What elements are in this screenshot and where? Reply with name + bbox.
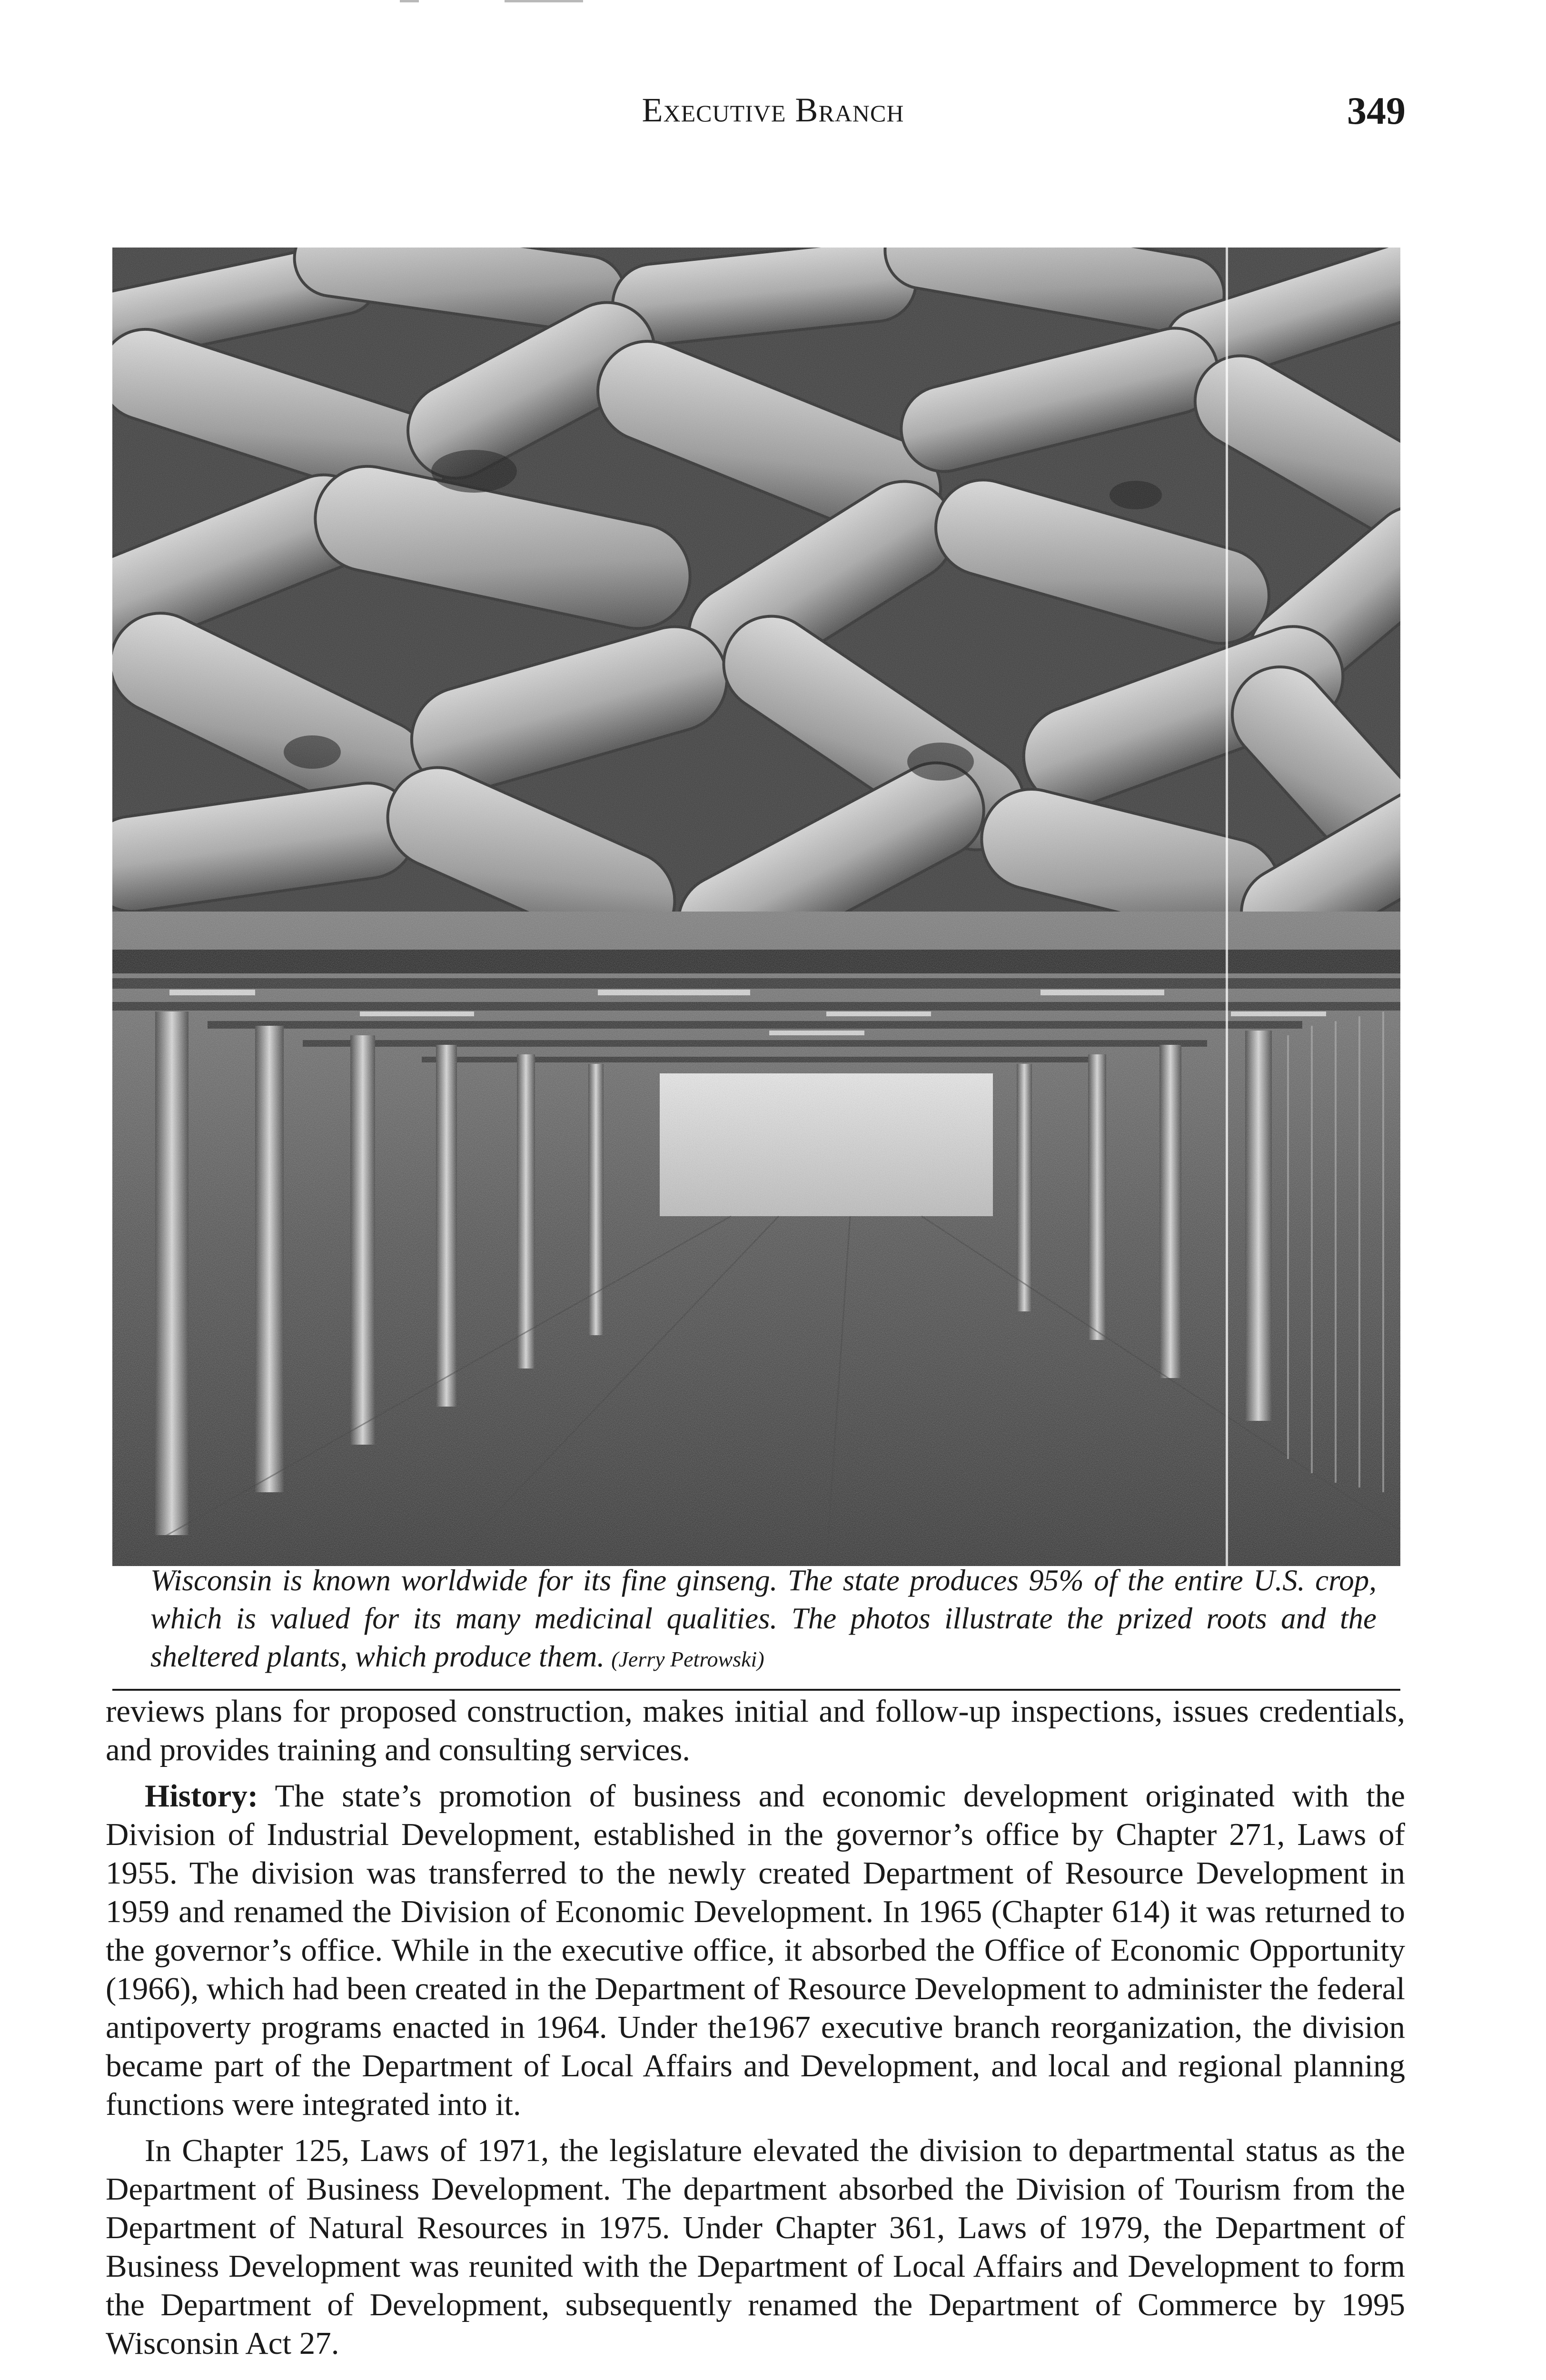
page-number: 349 <box>1347 89 1406 132</box>
paragraph-history <box>106 1777 1405 2124</box>
ginseng-garden-photo <box>112 912 1400 1566</box>
history-lead-in: History: <box>145 1778 258 1814</box>
photo-credit: (Jerry Petrowski) <box>611 1647 764 1671</box>
history-text: The state’s promotion of business and economic development originated with the Division of Industrial Development, established in the governor’s office by Chapter 271, Laws of 1955. The division was transferred to the newly created Department of Resource Development in 1959 and renamed the Division of Economic Development. In 1965 (Chapter 614) it was returned to the governor’s office. While in the executive office, it absorbed the Office of Economic Opportunity (1966), which had been created in the Department of Resource Development to administer the federal antipoverty programs enacted in 1964. Under the1967 executive branch reorganization, the division became part of the Department of Local Affairs and Development, and local and regional planning functions were integrated into it. <box>106 1778 1405 2122</box>
ginseng-garden-image <box>112 912 1400 1566</box>
caption-divider <box>112 1689 1400 1691</box>
ginseng-roots-image <box>112 248 1400 912</box>
ginseng-roots-photo <box>112 248 1400 912</box>
photo-caption <box>112 1561 1400 1678</box>
photo-scan-seam <box>1226 248 1228 1566</box>
scan-mark <box>400 0 419 2</box>
scan-mark <box>505 0 583 2</box>
paragraph-continued: reviews plans for proposed construction, makes initial and follow-up inspections, issues credentials, and provides training and consulting services. <box>106 1694 1405 1767</box>
section-title: Executive Branch <box>642 91 904 129</box>
body-text <box>106 1692 1405 2370</box>
paragraph-chapter-125: In Chapter 125, Laws of 1971, the legislature elevated the division to departmental status as the Department of Business Development. The department absorbed the Division of Tourism from the Department of Natural Resources in 1975. Under Chapter 361, Laws of 1979, the Department of Business Development was reunited with the Department of Local Affairs and Development to form the Department of Development, subsequently renamed the Department of Commerce by 1995 Wisconsin Act 27. <box>106 2133 1405 2361</box>
running-header <box>0 90 1546 143</box>
caption-text: Wisconsin is known worldwide for its fine ginseng. The state produces 95% of the entire U.S. crop, which is valued for its many medicinal qualities. The photos illustrate the prized roots and the sheltered plants, which produce them. <box>150 1564 1377 1673</box>
